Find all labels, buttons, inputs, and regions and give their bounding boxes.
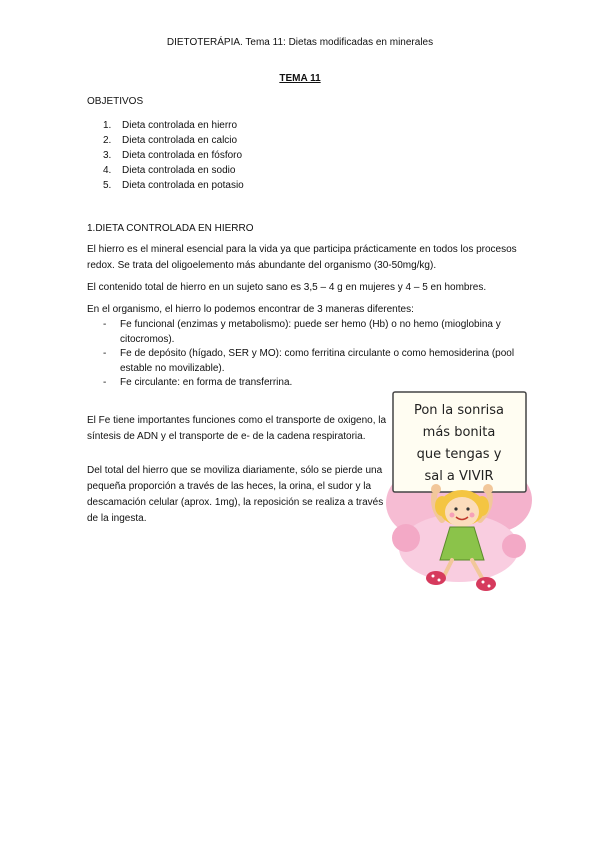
section-heading: 1.DIETA CONTROLADA EN HIERRO — [87, 223, 254, 234]
paragraph: El hierro es el mineral esencial para la vida ya que participa prácticamente en todos los procesos redox. Se trata del oligoelemento más abundante del organismo (30-50mg/kg). — [87, 244, 517, 271]
paragraph: En el organismo, el hierro lo podemos encontrar de 3 maneras diferentes: — [87, 304, 414, 315]
iron-types-list — [103, 318, 533, 391]
sign-line: Pon la sonrisa — [413, 403, 505, 418]
paragraph: Del total del hierro que se moviliza diariamente, sólo se pierde una pequeña proporción a través de las heces, la orina, el sudor y la descamación celular (aprox. 1mg), la reposición se realiza a través de la ingesta. — [87, 465, 384, 524]
objective-item: 2. Dieta controlada en calcio — [103, 135, 238, 146]
paragraph: El contenido total de hierro en un sujeto sano es 3,5 – 4 g en mujeres y 4 – 5 en hombres. — [87, 282, 487, 293]
objective-item: 5. Dieta controlada en potasio — [103, 180, 244, 191]
smile-sign-illustration — [384, 388, 535, 598]
objective-item: 3. Dieta controlada en fósforo — [103, 150, 243, 161]
objective-item: 1. Dieta controlada en hierro — [103, 120, 238, 131]
document-title: TEMA 11 — [279, 73, 321, 84]
sign-line: que tengas y — [416, 447, 502, 462]
list-item: - Fe circulante: en forma de transferrina. — [103, 377, 293, 388]
objectives-heading: OBJETIVOS — [87, 96, 144, 107]
list-item: - Fe de depósito (hígado, SER y MO): como ferritina circulante o como hemosiderina (pool estable no movilizable). — [103, 348, 515, 374]
list-item: - Fe funcional (enzimas y metabolismo): puede ser hemo (Hb) o no hemo (mioglobina y citocromos). — [103, 319, 501, 345]
sign-line: sal a VIVIR — [424, 469, 494, 484]
objective-item: 4. Dieta controlada en sodio — [103, 165, 236, 176]
paragraph: El Fe tiene importantes funciones como el transporte de oxigeno, la síntesis de ADN y el transporte de e- de la cadena respiratoria. — [87, 415, 387, 442]
sign-line: más bonita — [422, 425, 496, 440]
page-header: DIETOTERÁPIA. Tema 11: Dietas modificadas en minerales — [166, 37, 434, 48]
objectives-list — [103, 118, 244, 193]
